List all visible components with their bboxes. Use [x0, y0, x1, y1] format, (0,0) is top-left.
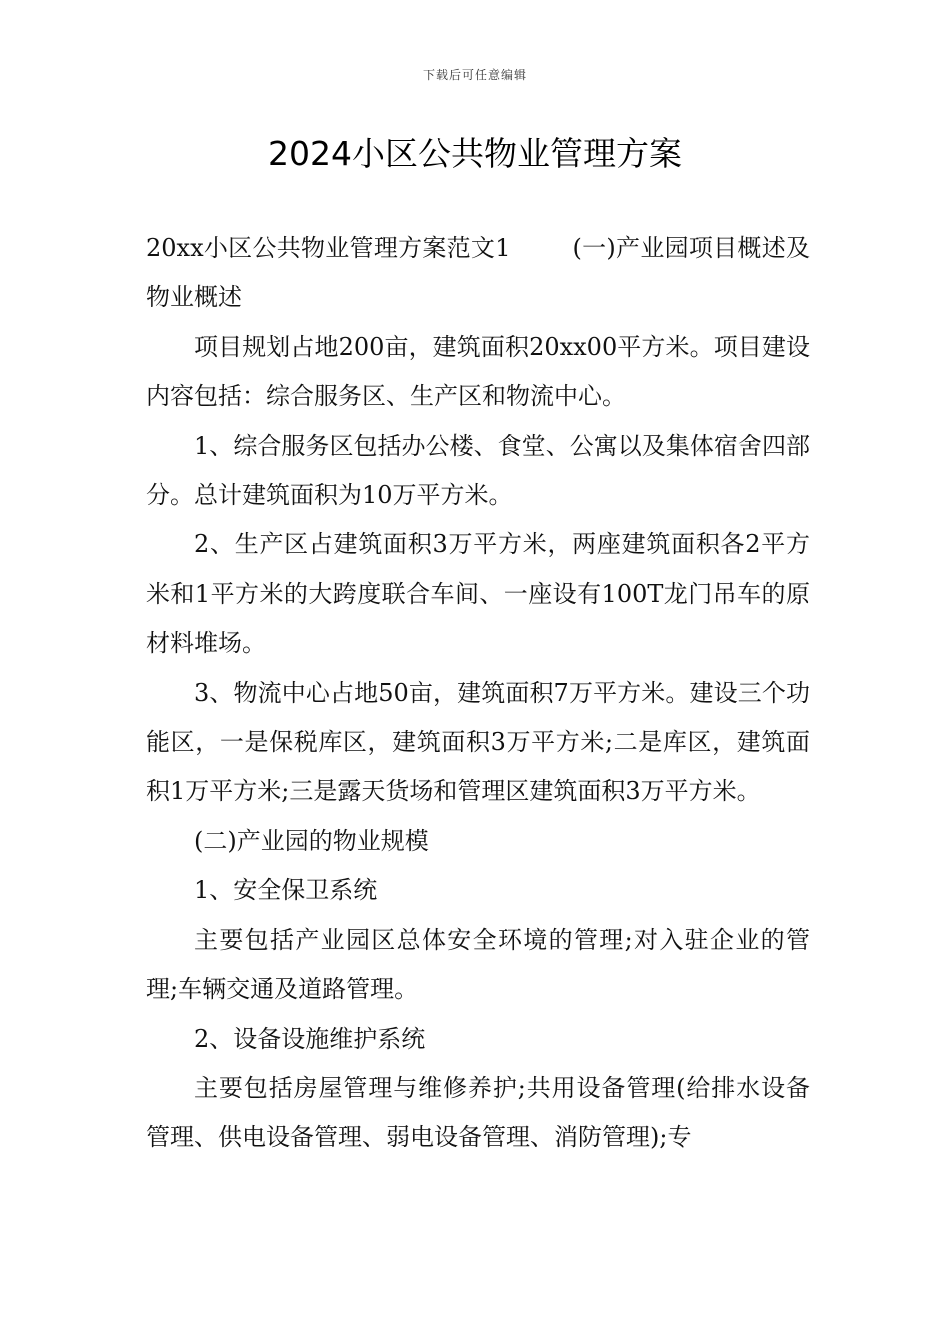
section-heading-1: (一)产业园项目概述及物业概述: [146, 234, 810, 312]
intro-paragraph: [146, 224, 810, 323]
paragraph-project-plan: 项目规划占地200亩，建筑面积20xx00平方米。项目建设内容包括：综合服务区、生产区和物流中心。: [146, 332, 810, 411]
document-title: 2024小区公共物业管理方案: [268, 134, 682, 173]
subheading-security: 1、安全保卫系统: [194, 876, 378, 905]
section-heading-2: (二)产业园的物业规模: [194, 826, 429, 855]
paragraph-logistics-center: 3、物流中心占地50亩，建筑面积7万平方米。建设三个功能区，一是保税库区，建筑面积3万平方米;二是库区，建筑面积1万平方米;三是露天货场和管理区建筑面积3万平方米。: [146, 678, 810, 806]
paragraph-service-area: 1、综合服务区包括办公楼、食堂、公寓以及集体宿舍四部分。总计建筑面积为10万平方米。: [146, 431, 810, 510]
subheading-facility: 2、设备设施维护系统: [194, 1024, 426, 1053]
paragraph-production-area: 2、生产区占建筑面积3万平方米，两座建筑面积各2平方米和1平方米的大跨度联合车间、一座设有100T龙门吊车的原材料堆场。: [146, 530, 810, 658]
paragraph-facility: 主要包括房屋管理与维修养护;共用设备管理(给排水设备管理、供电设备管理、弱电设备管理、消防管理);专: [146, 1073, 810, 1152]
header-note: 下载后可任意编辑: [422, 68, 527, 82]
document-body: [146, 224, 810, 1163]
paragraph-security: 主要包括产业园区总体安全环境的管理;对入驻企业的管理;车辆交通及道路管理。: [146, 925, 810, 1004]
intro-heading: 20xx小区公共物业管理方案范文1: [146, 234, 511, 262]
